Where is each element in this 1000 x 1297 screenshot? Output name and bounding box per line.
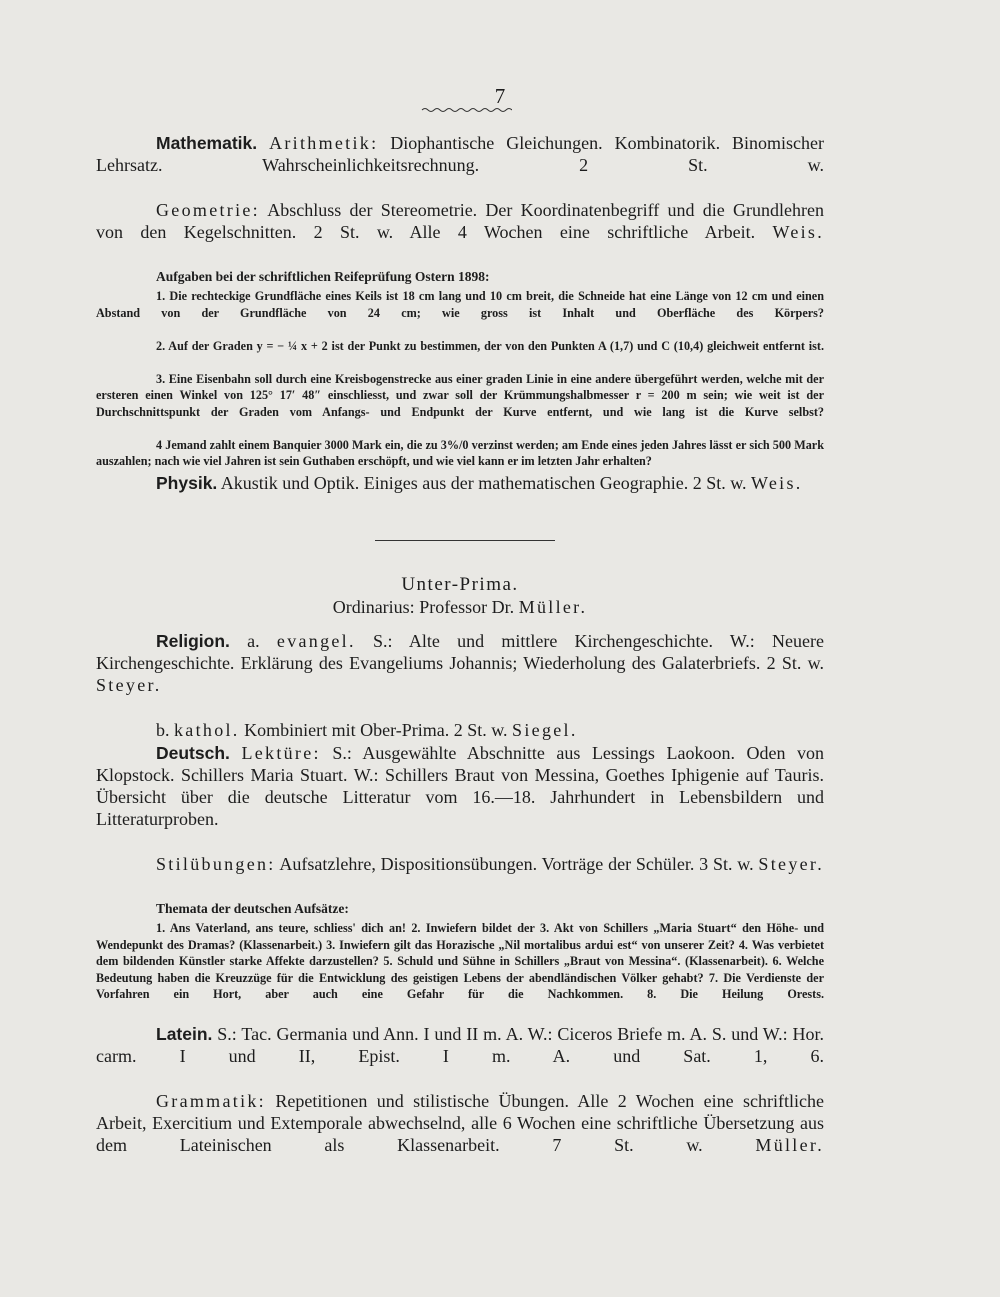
unterprima-header bbox=[96, 574, 824, 618]
physik-heading: Physik. bbox=[156, 473, 218, 493]
grammatik-teacher: Müller. bbox=[755, 1135, 824, 1155]
geometrie-label: Geometrie: bbox=[156, 200, 260, 220]
stiluebungen-label: Stilübungen: bbox=[156, 854, 276, 874]
religion-heading: Religion. bbox=[156, 631, 230, 651]
themata-heading: Themata der deutschen Aufsätze: bbox=[156, 901, 349, 916]
latein-text: S.: Tac. Germania und Ann. I und II m. A. W.: Ciceros Briefe m. A. S. und W.: Hor. carm. I und II, Epist. I m. A. und Sat. 1, 6. bbox=[96, 1024, 824, 1066]
religion-b-text: Kombiniert mit Ober-Prima. 2 St. w. bbox=[239, 720, 508, 740]
mathematik-section bbox=[96, 132, 824, 470]
geometrie-teacher: Weis. bbox=[772, 222, 825, 242]
aufgaben-heading: Aufgaben bei der schriftlichen Reifeprüfung Ostern 1898: bbox=[156, 269, 490, 284]
grammatik-text: Repetitionen und stilistische Übungen. Alle 2 Wochen eine schriftliche Arbeit, Exercitium und Extemporale abwechselnd, alle 6 Wochen eine schriftliche Übersetzung aus dem Lateinischen als Klassenarbeit. 7 St. w. bbox=[96, 1091, 824, 1155]
class-title: Unter-Prima. bbox=[401, 574, 519, 595]
religion-kathol bbox=[96, 719, 824, 741]
arithmetik-label: Arithmetik: bbox=[269, 133, 379, 153]
religion-a-prefix: a. bbox=[229, 631, 277, 651]
stiluebungen-text: Aufsatzlehre, Dispositionsübungen. Vorträge der Schüler. 3 St. w. bbox=[275, 854, 754, 874]
religion-a-text: S.: Alte und mittlere Kirchengeschichte. W.: Neuere Kirchengeschichte. Erklärung des Evangeliums Johannis; Wiederholung des Galaterbriefs. 2 St. w. bbox=[96, 631, 824, 673]
latein-lektuere bbox=[96, 1023, 824, 1089]
page-number-ornament bbox=[420, 106, 512, 114]
ordinarius-line bbox=[96, 596, 824, 618]
aufgabe-1: 1. Die rechteckige Grundfläche eines Keils ist 18 cm lang und 10 cm breit, die Schneide hat eine Länge von 12 cm und einen Abstand von der Grundfläche von 24 cm; wie gross ist Inhalt und Oberfläche des Körpers? bbox=[96, 289, 824, 320]
arithmetik-text: Diophantische Gleichungen. Kombinatorik. Binomischer Lehrsatz. Wahrscheinlichkeitsrechnung. 2 St. w. bbox=[96, 133, 825, 175]
mathematik-heading: Mathematik. bbox=[156, 133, 258, 153]
religion-a-teacher: Steyer. bbox=[96, 675, 162, 695]
section-divider bbox=[375, 540, 555, 541]
lektuere-label: Lektüre: bbox=[241, 743, 321, 763]
themata-list: 1. Ans Vaterland, ans teure, schliess' dich an! 2. Inwiefern bildet der 3. Akt von Schillers „Maria Stuart“ den Höhe- und Wendepunkt des Dramas? (Klassenarbeit.) 3. Inwiefern gilt das Horazische „Nil mortalibus ardui est“ von unserer Zeit? 4. Was verbietet dem bildenden Künstler starke Affekte darzustellen? 5. Schuld und Sühne in Schillers „Braut von Messina“. (Klassenarbeit). 6. Welche Bedeutung haben die Kreuzzüge für die Entwicklung des geistigen Lebens der abendländischen Völker gehabt? 7. Die Verdienste der Vorfahren ein Hort, aber auch eine Gefahr für die Nachkommen. 8. Die Heilung Orests. bbox=[96, 921, 824, 1001]
aufgabe-3: 3. Eine Eisenbahn soll durch eine Kreisbogenstrecke aus einer graden Linie in eine andere übergeführt werden, welche mit der ersteren einen Winkel von 125° 17′ 48″ einschliesst, und zwar soll der Krümmungshalbmesser r = 200 m sein; wie weit ist der Durchschnittspunkt der Graden vom Anfangs- und Endpunkt der Kurve entfernt, und wie lang ist die Kurve selbst? bbox=[96, 371, 824, 419]
physik-section bbox=[96, 472, 824, 494]
religion-b-label: kathol. bbox=[174, 720, 240, 740]
geometrie-text: Abschluss der Stereometrie. Der Koordinatenbegriff und die Grundlehren von den Kegelschnitten. 2 St. w. Alle 4 Wochen eine schriftliche Arbeit. bbox=[96, 200, 824, 242]
ordinarius-label: Ordinarius: Professor Dr. bbox=[332, 597, 519, 617]
mathematik-arithmetik bbox=[96, 132, 824, 198]
latein-grammatik bbox=[96, 1090, 824, 1178]
latein-heading: Latein. bbox=[156, 1024, 213, 1044]
religion-b-teacher: Siegel. bbox=[512, 720, 578, 740]
aufgabe-4: 4 Jemand zahlt einem Banquier 3000 Mark ein, die zu 3%/0 verzinst werden; am Ende eines jeden Jahres lässt er sich 500 Mark auszahlen; nach wie viel Jahren ist sein Guthaben erschöpft, und wie viel kann er im letzten Jahr erhalten? bbox=[96, 437, 824, 468]
mathematik-geometrie bbox=[96, 199, 824, 265]
lektuere-text: S.: Ausgewählte Abschnitte aus Lessings Laokoon. Oden von Klopstock. Schillers Maria Stuart. W.: Schillers Braut von Messina, Goethes Iphigenie auf Tauris. Übersicht über die deutsche Litteratur vom 16.—18. Jahrhundert in Lebensbildern und Litteraturproben. bbox=[96, 743, 824, 829]
religion-evangel bbox=[96, 630, 824, 718]
religion-b-prefix: b. bbox=[156, 720, 174, 740]
ordinarius-name: Müller. bbox=[518, 597, 588, 617]
grammatik-label: Grammatik: bbox=[156, 1091, 266, 1111]
aufgabe-2: 2. Auf der Graden y = − ¼ x + 2 ist der Punkt zu bestimmen, der von den Punkten A (1,7) und C (10,4) gleichweit entfernt ist. bbox=[156, 338, 824, 353]
religion-a-label: evangel. bbox=[276, 631, 356, 651]
physik-paragraph bbox=[96, 472, 824, 494]
deutsch-stiluebungen bbox=[96, 853, 824, 897]
subjects-section bbox=[96, 630, 824, 1178]
physik-teacher: Weis. bbox=[751, 473, 803, 493]
deutsch-lektuere bbox=[96, 742, 824, 852]
page-number: 7 bbox=[494, 84, 506, 108]
deutsch-heading: Deutsch. bbox=[156, 743, 230, 763]
physik-text: Akustik und Optik. Einiges aus der mathematischen Geographie. 2 St. w. bbox=[217, 473, 747, 493]
stiluebungen-teacher: Steyer. bbox=[758, 854, 825, 874]
